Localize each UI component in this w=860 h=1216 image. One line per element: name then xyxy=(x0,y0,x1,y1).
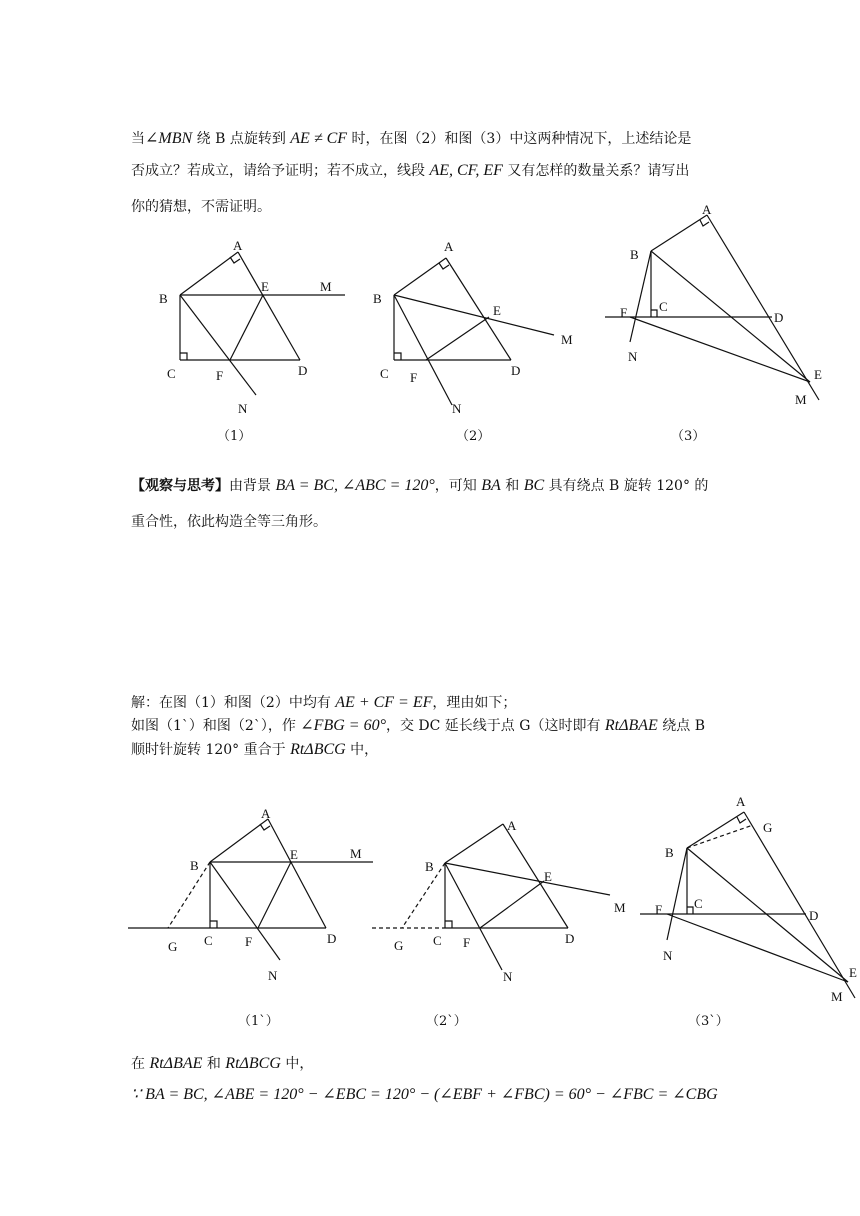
solution-line-3 xyxy=(131,740,378,760)
label-N: N xyxy=(503,969,513,984)
label-A: A xyxy=(736,794,746,809)
label-F: F xyxy=(216,368,224,383)
text: 和 xyxy=(500,478,524,494)
math: ∠FBG = 60° xyxy=(300,717,386,734)
caption-fig2: （2） xyxy=(456,429,491,444)
label-G: G xyxy=(168,939,178,954)
caption-fig1: （1） xyxy=(217,429,252,444)
math: BC xyxy=(523,477,545,494)
text: 在 xyxy=(131,1056,150,1072)
label-D: D xyxy=(809,908,819,923)
label-E: E xyxy=(544,869,552,884)
caption-fig3-prime: （3`） xyxy=(688,1014,729,1029)
label-A: A xyxy=(507,818,517,833)
text: 和 xyxy=(202,1056,226,1072)
solution-line-2 xyxy=(131,716,705,736)
math-segments: AE, CF, EF xyxy=(429,162,503,179)
label-C: C xyxy=(694,896,703,911)
label-F: F xyxy=(410,370,418,385)
label-B: B xyxy=(425,859,434,874)
text: 具有绕点 B 旋转 120° 的 xyxy=(544,478,709,494)
label-C: C xyxy=(204,933,213,948)
text: ，理由如下； xyxy=(432,695,517,711)
label-B: B xyxy=(630,247,639,262)
text: 由背景 xyxy=(229,478,276,494)
math: RtΔBAE xyxy=(149,1055,203,1072)
label-D: D xyxy=(511,363,521,378)
label-D: D xyxy=(327,931,337,946)
label-D: D xyxy=(298,363,308,378)
label-A: A xyxy=(261,806,271,821)
label-C: C xyxy=(380,366,389,381)
label-F: F xyxy=(655,902,663,917)
label-E: E xyxy=(261,279,269,294)
observe-line-2: 重合性，依此构造全等三角形。 xyxy=(131,514,327,530)
label-E: E xyxy=(849,965,857,980)
figure-1 xyxy=(150,235,360,420)
label-B: B xyxy=(665,845,674,860)
observe-heading: 【观察与思考】 xyxy=(131,478,229,494)
label-M: M xyxy=(561,332,573,347)
label-N: N xyxy=(452,401,462,416)
math-proof-statement: ∵ BA = BC, ∠ABE = 120° − ∠EBC = 120° − (∠EBF + ∠FBC) = 60° − ∠FBC = ∠CBG xyxy=(131,1086,718,1103)
label-N: N xyxy=(268,968,278,983)
proof-line-2 xyxy=(131,1085,718,1105)
math-condition: AE ≠ CF xyxy=(290,130,348,147)
label-M: M xyxy=(320,279,332,294)
text: ，可知 xyxy=(434,478,482,494)
text: 否成立？若成立，请给予证明；若不成立，线段 xyxy=(131,163,430,179)
label-M: M xyxy=(614,900,626,915)
solution-line-1 xyxy=(131,693,516,713)
math: BA = BC, ∠ABC = 120° xyxy=(275,477,435,494)
label-F: F xyxy=(620,305,628,320)
label-C: C xyxy=(659,299,668,314)
problem-line-2 xyxy=(131,161,689,181)
text: ，交 DC 延长线于点 G（这时即有 xyxy=(385,718,605,734)
label-G: G xyxy=(763,820,773,835)
math: AE + CF = EF xyxy=(335,694,433,711)
label-C: C xyxy=(167,366,176,381)
label-B: B xyxy=(373,291,382,306)
label-M: M xyxy=(831,989,843,1004)
math: RtΔBAE xyxy=(604,717,658,734)
math: RtΔBCG xyxy=(225,1055,281,1072)
label-N: N xyxy=(238,401,248,416)
math: BA xyxy=(481,477,501,494)
proof-line-1 xyxy=(131,1054,313,1074)
label-E: E xyxy=(493,303,501,318)
text: 时，在图（2）和图（3）中这两种情况下，上述结论是 xyxy=(347,131,692,147)
math-angle-mbn: ∠MBN xyxy=(145,130,193,147)
label-N: N xyxy=(628,349,638,364)
figure-3-prime xyxy=(630,790,860,1015)
text: 中， xyxy=(280,1056,314,1072)
label-D: D xyxy=(774,310,784,325)
label-G: G xyxy=(394,938,404,953)
label-D: D xyxy=(565,931,575,946)
text: 如图（1`）和图（2`），作 xyxy=(131,718,301,734)
label-A: A xyxy=(233,238,243,253)
text: 顺时针旋转 120° 重合于 xyxy=(131,742,291,758)
caption-fig3: （3） xyxy=(671,429,706,444)
label-E: E xyxy=(814,367,822,382)
label-E: E xyxy=(290,847,298,862)
label-C: C xyxy=(433,933,442,948)
label-A: A xyxy=(444,239,454,254)
label-F: F xyxy=(245,934,253,949)
label-F: F xyxy=(463,935,471,950)
figure-2 xyxy=(368,235,588,420)
problem-line-1 xyxy=(131,129,691,149)
label-B: B xyxy=(190,858,199,873)
text: 绕点 B xyxy=(657,718,706,734)
figure-3 xyxy=(600,200,835,415)
label-B: B xyxy=(159,291,168,306)
figure-2-prime xyxy=(372,810,637,990)
problem-line-3: 你的猜想，不需证明。 xyxy=(131,199,271,215)
label-M: M xyxy=(795,392,807,407)
label-A: A xyxy=(702,202,712,217)
math: RtΔBCG xyxy=(290,741,346,758)
text: 绕 B 点旋转到 xyxy=(192,131,291,147)
caption-fig2-prime: （2`） xyxy=(426,1014,467,1029)
text: 当 xyxy=(131,131,145,147)
text: 中， xyxy=(345,742,379,758)
label-M: M xyxy=(350,846,362,861)
text: 又有怎样的数量关系？请写出 xyxy=(502,163,690,179)
text: 解：在图（1）和图（2）中均有 xyxy=(131,695,336,711)
caption-fig1-prime: （1`） xyxy=(238,1014,279,1029)
label-N: N xyxy=(663,948,673,963)
figure-1-prime xyxy=(128,800,383,995)
observe-line-1 xyxy=(131,476,708,496)
